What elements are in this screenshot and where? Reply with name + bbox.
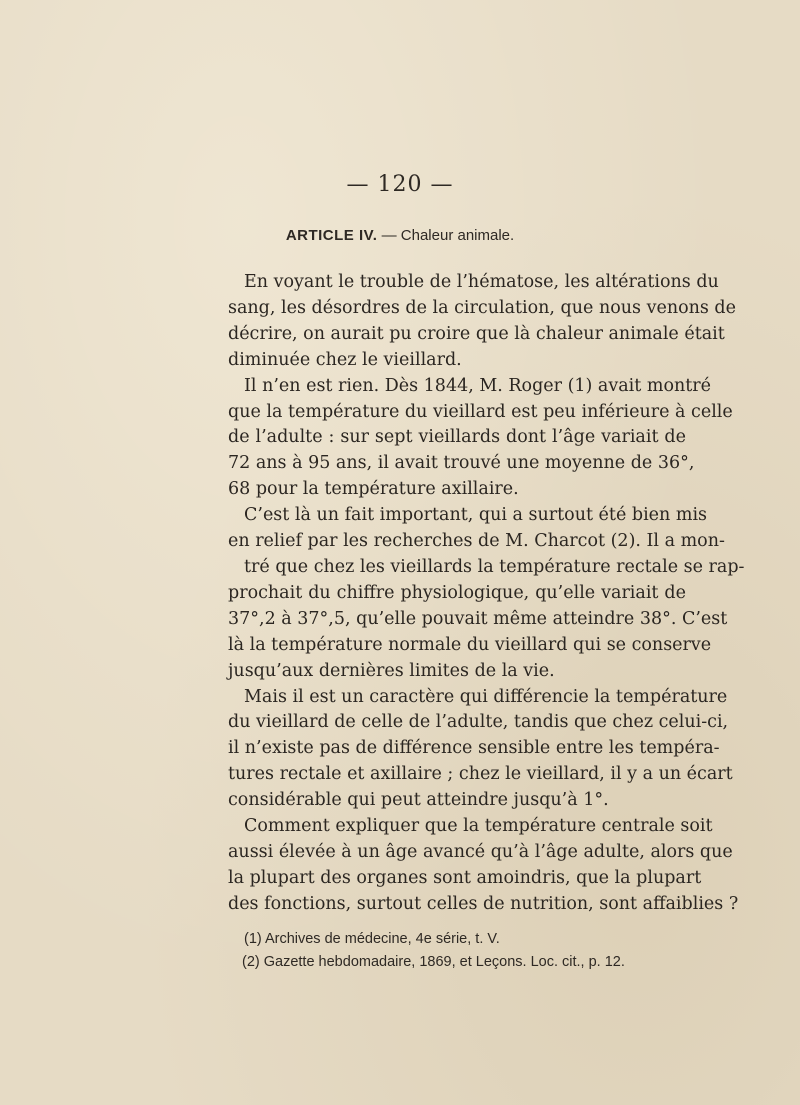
paragraph	[228, 814, 739, 918]
text-line: aussi élevée à un âge avancé qu’à l’âge adulte, alors que	[228, 841, 733, 862]
article-title: — Chaleur animale.	[381, 227, 515, 244]
text-line: 68 pour la température axillaire.	[228, 479, 519, 500]
text-line: Il n’en est rien. Dès 1844, M. Roger (1) avait montré	[244, 375, 712, 396]
text-line: décrire, on aurait pu croire que là chaleur animale était	[228, 323, 725, 344]
text-line: du vieillard de celle de l’adulte, tandis que chez celui-ci,	[228, 712, 729, 733]
text-line: En voyant le trouble de l’hématose, les altérations du	[244, 272, 719, 292]
footnote: (2) Gazette hebdomadaire, 1869, et Leçons. Loc. cit., p. 12.	[242, 954, 625, 970]
text-line: la plupart des organes sont amoindris, que la plupart	[228, 867, 702, 888]
text-line: que la température du vieillard est peu inférieure à celle	[228, 401, 733, 422]
body-text	[228, 270, 745, 918]
text-line: 37°,2 à 37°,5, qu’elle pouvait même atteindre 38°. C’est	[228, 608, 728, 629]
text-line: tures rectale et axillaire ; chez le vieillard, il y a un écart	[228, 764, 733, 785]
footnote: (1) Archives de médecine, 4e série, t. V.	[244, 931, 500, 947]
text-line: C’est là un fait important, qui a surtout été bien mis	[244, 505, 708, 526]
text-line: Mais il est un caractère qui différencie la température	[244, 686, 728, 707]
text-line: il n’existe pas de différence sensible entre les tempéra-	[228, 738, 720, 759]
text-line: 72 ans à 95 ans, il avait trouvé une moyenne de 36°,	[228, 453, 695, 474]
text-line: de l’adulte : sur sept vieillards dont l’âge variait de	[228, 427, 686, 448]
paragraph	[228, 685, 733, 815]
text-line: considérable qui peut atteindre jusqu’à 1°.	[228, 790, 609, 811]
text-line: diminuée chez le vieillard.	[228, 349, 462, 370]
text-line: jusqu’aux dernières limites de la vie.	[228, 660, 555, 681]
paragraph	[228, 503, 745, 684]
text-line: sang, les désordres de la circulation, que nous venons de	[228, 297, 736, 318]
paragraph	[228, 374, 733, 504]
footnotes	[244, 928, 684, 974]
text-line: des fonctions, surtout celles de nutrition, sont affaiblies ?	[228, 893, 739, 914]
text-line: tré que chez les vieillards la température rectale se rap-	[244, 556, 745, 577]
article-heading	[0, 227, 800, 244]
paragraph	[228, 270, 736, 374]
text-line: là la température normale du vieillard qui se conserve	[228, 634, 712, 655]
text-line: en relief par les recherches de M. Charcot (2). Il a mon-	[228, 531, 725, 552]
text-line: prochait du chiffre physiologique, qu’elle variait de	[228, 582, 686, 603]
page-number: — 120 —	[346, 172, 454, 197]
text-line: Comment expliquer que la température centrale soit	[244, 816, 713, 837]
article-label: ARTICLE IV.	[285, 227, 378, 244]
